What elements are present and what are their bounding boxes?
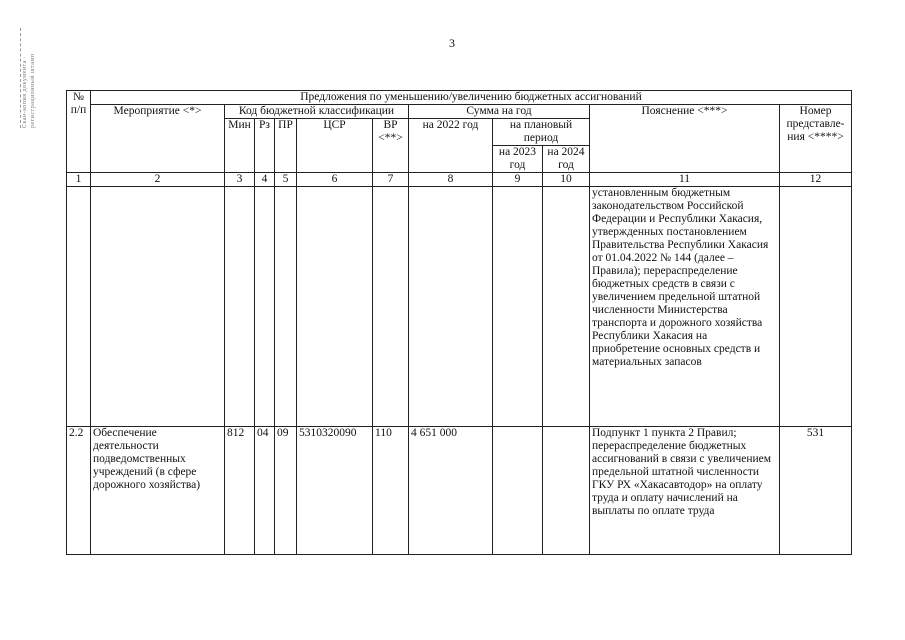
- row-rep: 531: [780, 427, 852, 555]
- header-sum: Сумма на год: [409, 105, 590, 119]
- header-row-1: [67, 91, 852, 105]
- column-number-row: [67, 173, 852, 187]
- col-number: 5: [275, 173, 297, 187]
- header-y2023: на 2023 год: [493, 146, 543, 173]
- header-row-2: [67, 105, 852, 119]
- row-csr: [297, 187, 373, 427]
- row-sum-2024: [543, 187, 590, 427]
- page-number: 3: [449, 36, 455, 50]
- row-sum-2022: 4 651 000: [409, 427, 493, 555]
- budget-proposals-table: [66, 90, 852, 555]
- header-vr: ВР <**>: [373, 119, 409, 173]
- row-pr: [275, 187, 297, 427]
- header-note: Пояснение <***>: [590, 105, 780, 173]
- table-row: [67, 427, 852, 555]
- header-pr: ПР: [275, 119, 297, 173]
- row-note: установленным бюджетным законодательством Российской Федерации и Республики Хакасия, утвержденных постановлением Правительства Республики Хакасия от 01.04.2022 № 144 (далее – Правила); перераспределение бюджетных средств в связи с увеличением предельной штатной численности Министерства транспорта и дорожного хозяйства Республики Хакасия на приобретение основных средств и материальных запасов: [590, 187, 780, 427]
- col-number: 6: [297, 173, 373, 187]
- header-main: Предложения по уменьшению/увеличению бюджетных ассигнований: [91, 91, 852, 105]
- header-plan: на плановый период: [493, 119, 590, 146]
- row-note: Подпункт 1 пункта 2 Правил; перераспределение бюджетных ассигнований в связи с увеличением предельной штатной численности ГКУ РХ «Хакасавтодор» на оплату труда и оплату начислений на выплаты по оплате труда: [590, 427, 780, 555]
- row-pr: 09: [275, 427, 297, 555]
- col-number: 10: [543, 173, 590, 187]
- col-number: 11: [590, 173, 780, 187]
- row-min: [225, 187, 255, 427]
- row-sum-2022: [409, 187, 493, 427]
- row-vr: 110: [373, 427, 409, 555]
- registration-stamp: [20, 28, 51, 128]
- header-event: Мероприятие <*>: [91, 105, 225, 173]
- row-sum-2023: [493, 187, 543, 427]
- header-rep: Номер представле-ния <****>: [780, 105, 852, 173]
- header-y2022: на 2022 год: [409, 119, 493, 173]
- col-number: 4: [255, 173, 275, 187]
- row-sum-2024: [543, 427, 590, 555]
- header-kbk: Код бюджетной классификации: [225, 105, 409, 119]
- col-number: 2: [91, 173, 225, 187]
- col-number: 9: [493, 173, 543, 187]
- col-number: 7: [373, 173, 409, 187]
- row-event: Обеспечение деятельности подведомственных учреждений (в сфере дорожного хозяйства): [91, 427, 225, 555]
- header-csr: ЦСР: [297, 119, 373, 173]
- header-y2024: на 2024 год: [543, 146, 590, 173]
- row-event: [91, 187, 225, 427]
- header-rz: Рз: [255, 119, 275, 173]
- row-rz: 04: [255, 427, 275, 555]
- col-number: 8: [409, 173, 493, 187]
- row-num: [67, 187, 91, 427]
- row-sum-2023: [493, 427, 543, 555]
- col-number: 3: [225, 173, 255, 187]
- header-num: № п/п: [67, 91, 91, 173]
- col-number: 1: [67, 173, 91, 187]
- row-min: 812: [225, 427, 255, 555]
- row-rep: [780, 187, 852, 427]
- table-row: [67, 187, 852, 427]
- col-number: 12: [780, 173, 852, 187]
- header-min: Мин: [225, 119, 255, 173]
- row-csr: 5310320090: [297, 427, 373, 555]
- row-vr: [373, 187, 409, 427]
- row-rz: [255, 187, 275, 427]
- row-num: 2.2: [67, 427, 91, 555]
- stamp-text: Скан-копия документа · регистрационный штамп: [22, 53, 36, 128]
